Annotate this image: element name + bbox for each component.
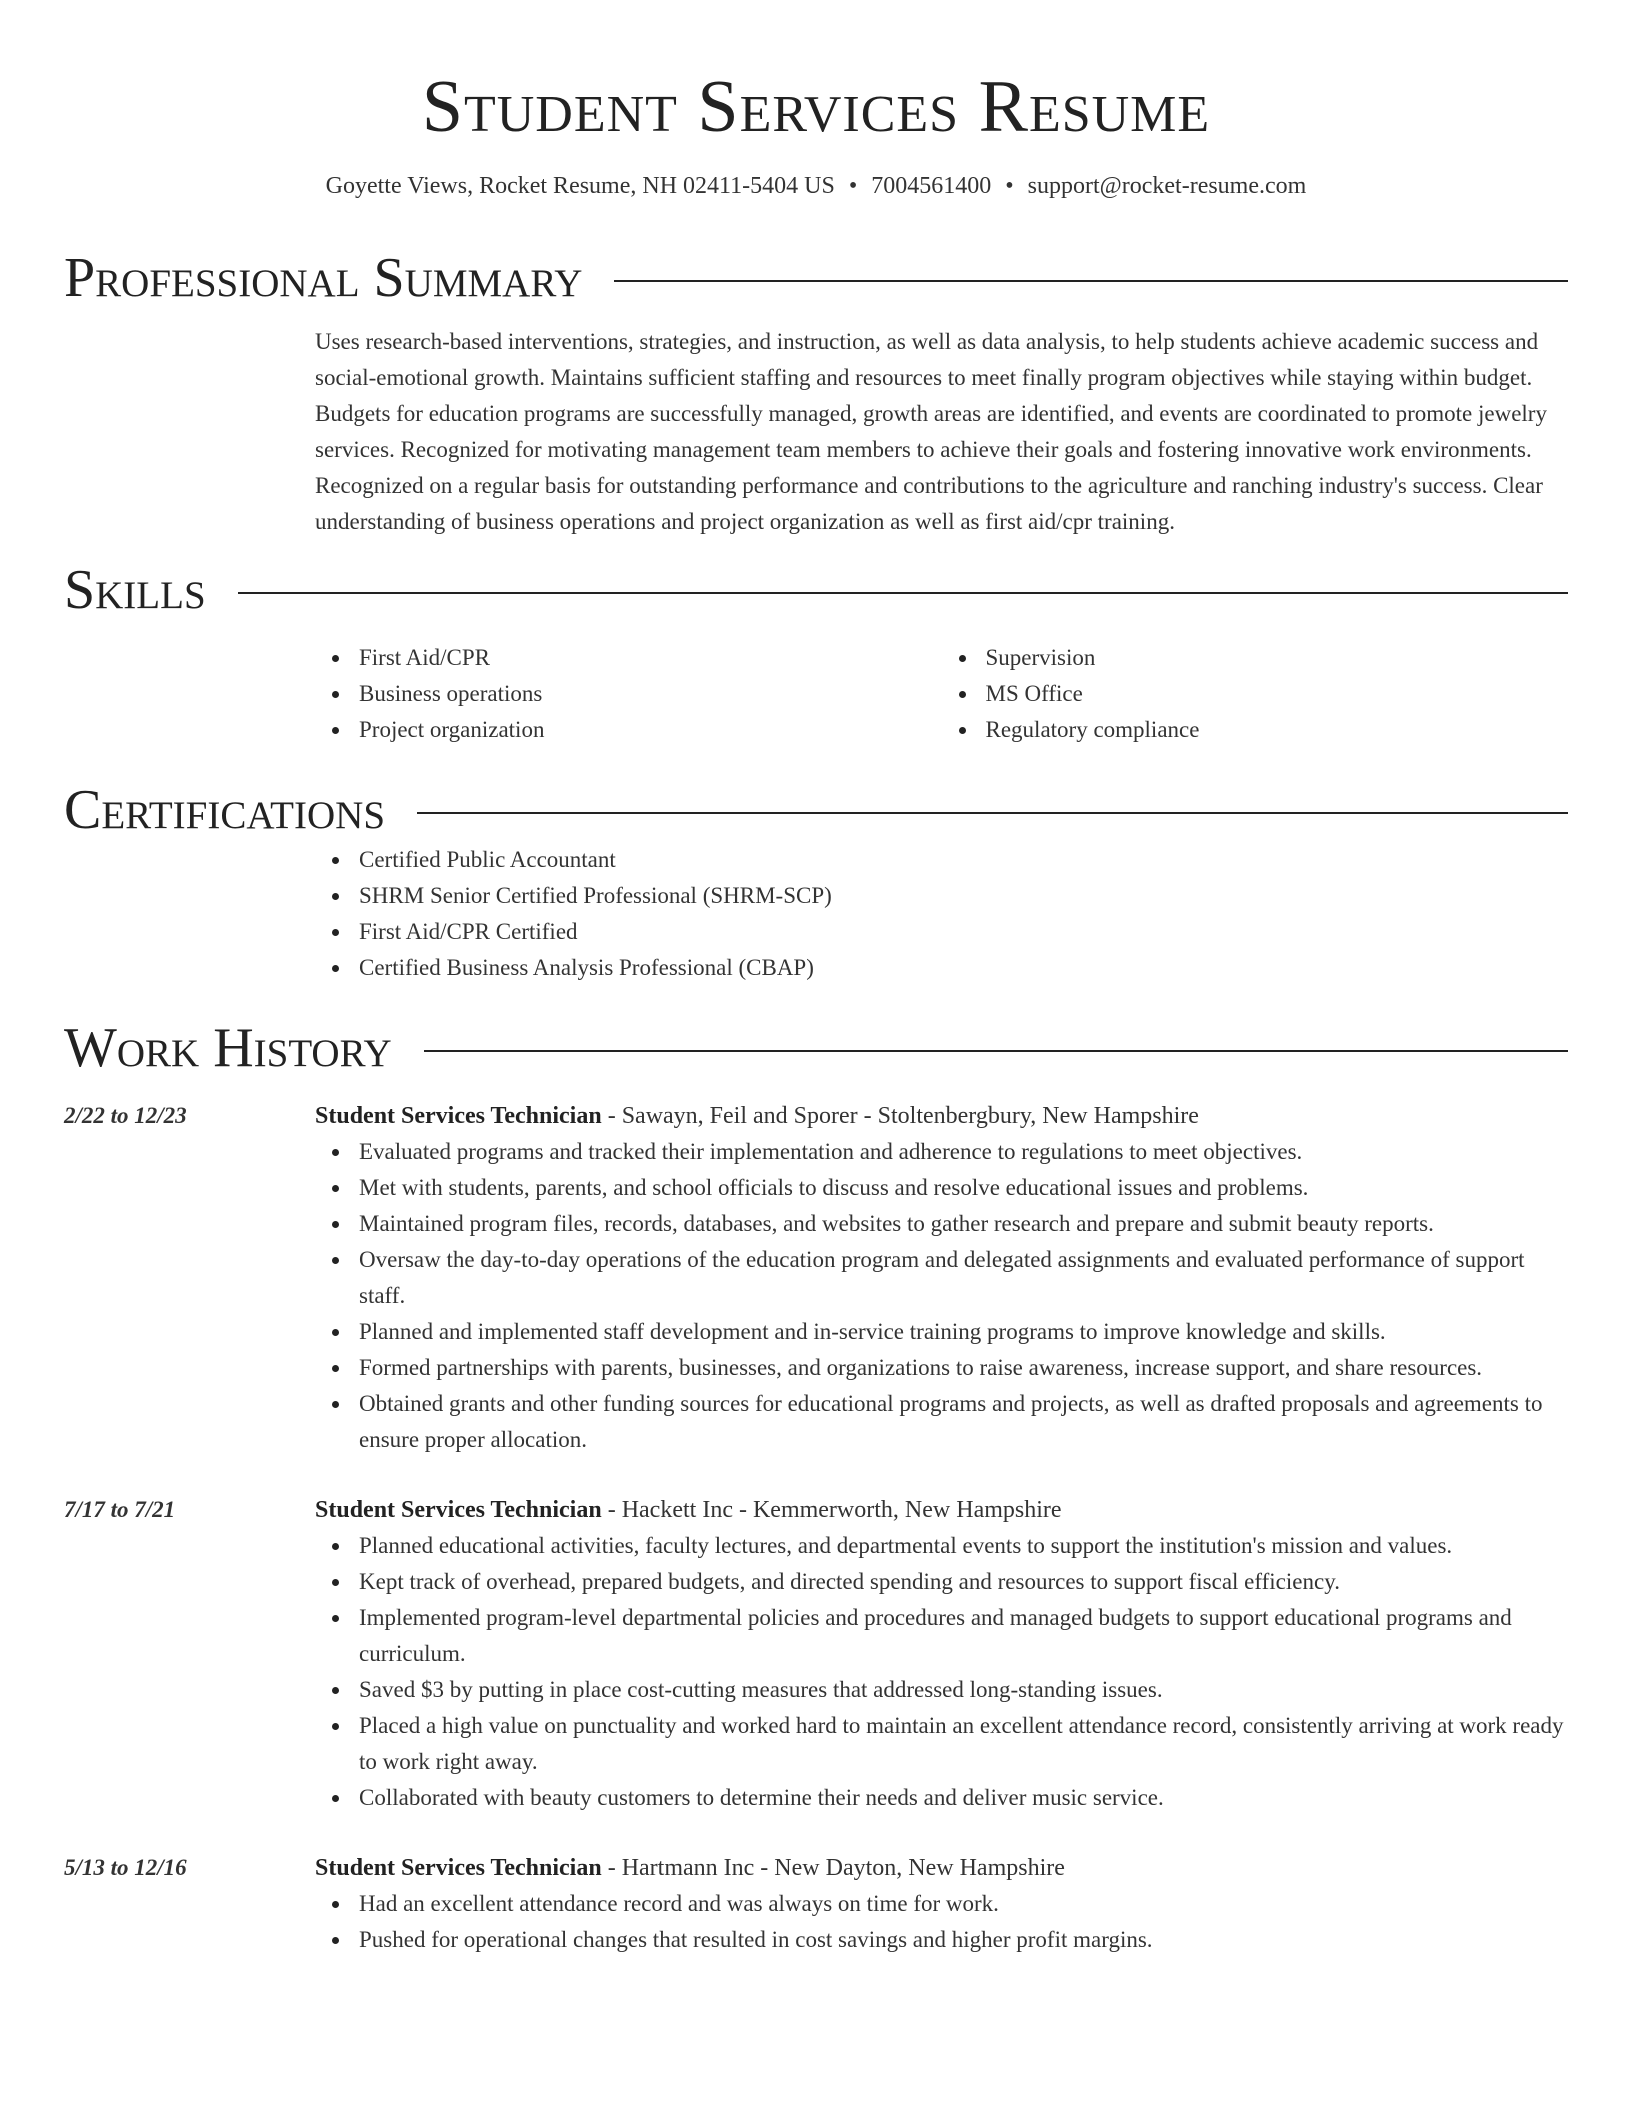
job-bullet-list xyxy=(315,1134,1568,1458)
section-divider xyxy=(614,280,1568,282)
job-bullet: Obtained grants and other funding sources for educational programs and projects, as well as drafted proposals and agreements to ensure proper allocation. xyxy=(359,1386,1568,1458)
summary-text: Uses research-based interventions, strategies, and instruction, as well as data analysis, to help students achieve academic success and social-emotional growth. Maintains sufficient staffing and resources to meet finally program objectives while staying within budget. Budgets for education programs are successfully managed, growth areas are identified, and events are coordinated to promote jewelry services. Recognized for motivating management team members to achieve their goals and fostering innovative work environments. Recognized on a regular basis for outstanding performance and contributions to the agriculture and ranching industry's success. Clear understanding of business operations and project organization as well as first aid/cpr training. xyxy=(315,329,1547,534)
certification-item: Certified Public Accountant xyxy=(359,842,1568,878)
skill-item: Supervision xyxy=(986,640,1569,676)
job-bullet: Evaluated programs and tracked their implementation and adherence to regulations to meet objectives. xyxy=(359,1134,1568,1170)
job-bullet: Pushed for operational changes that resulted in cost savings and higher profit margins. xyxy=(359,1922,1568,1958)
job-bullet: Implemented program-level departmental policies and procedures and managed budgets to support educational programs and curriculum. xyxy=(359,1600,1568,1672)
certifications-heading: Certifications xyxy=(64,779,386,841)
job-bullet: Oversaw the day-to-day operations of the education program and delegated assignments and evaluated performance of support staff. xyxy=(359,1242,1568,1314)
job-title: Student Services Technician xyxy=(315,1497,602,1523)
job-details xyxy=(315,1098,1568,1458)
contact-address: Goyette Views, Rocket Resume, NH 02411-5404 US xyxy=(325,173,835,199)
job-bullet: Saved $3 by putting in place cost-cutting measures that addressed long-standing issues. xyxy=(359,1672,1568,1708)
skills-heading: Skills xyxy=(64,559,206,621)
summary-section-heading xyxy=(64,246,1568,310)
skills-column-left xyxy=(315,640,942,748)
skill-item: MS Office xyxy=(986,676,1569,712)
job-entry xyxy=(64,1492,1568,1816)
job-bullet: Had an excellent attendance record and was always on time for work. xyxy=(359,1886,1568,1922)
certifications-section-heading xyxy=(64,778,1568,842)
skills-grid xyxy=(315,640,1568,748)
job-title: Student Services Technician xyxy=(315,1855,602,1881)
certification-item: First Aid/CPR Certified xyxy=(359,914,1568,950)
job-entry xyxy=(64,1850,1568,1958)
work-history-heading: Work History xyxy=(64,1017,392,1079)
certification-item: SHRM Senior Certified Professional (SHRM-SCP) xyxy=(359,878,1568,914)
job-details xyxy=(315,1492,1568,1816)
job-bullet: Kept track of overhead, prepared budgets, and directed spending and resources to support fiscal efficiency. xyxy=(359,1564,1568,1600)
section-divider xyxy=(424,1050,1568,1052)
section-divider xyxy=(417,812,1568,814)
job-bullet: Formed partnerships with parents, businesses, and organizations to raise awareness, increase support, and share resources. xyxy=(359,1350,1568,1386)
contact-separator: • xyxy=(848,173,858,199)
certifications-section xyxy=(315,842,1568,986)
skill-item: Project organization xyxy=(359,712,942,748)
job-header xyxy=(315,1492,1568,1528)
job-entry xyxy=(64,1098,1568,1458)
job-header xyxy=(315,1098,1568,1134)
contact-phone: 7004561400 xyxy=(871,173,992,199)
job-bullet-list xyxy=(315,1528,1568,1816)
job-employer-location: - Hackett Inc - Kemmerworth, New Hampshire xyxy=(601,1497,1062,1523)
job-dates: 7/17 to 7/21 xyxy=(64,1497,176,1522)
job-dates: 5/13 to 12/16 xyxy=(64,1855,187,1880)
job-details xyxy=(315,1850,1568,1958)
job-bullet: Planned educational activities, faculty lectures, and departmental events to support the institution's mission and values. xyxy=(359,1528,1568,1564)
job-bullet: Collaborated with beauty customers to determine their needs and deliver music service. xyxy=(359,1780,1568,1816)
contact-line xyxy=(64,170,1568,202)
skills-section xyxy=(315,640,1568,748)
job-bullet: Maintained program files, records, databases, and websites to gather research and prepare and submit beauty reports. xyxy=(359,1206,1568,1242)
job-header xyxy=(315,1850,1568,1886)
skill-item: Business operations xyxy=(359,676,942,712)
skills-section-heading xyxy=(64,558,1568,622)
skill-item: First Aid/CPR xyxy=(359,640,942,676)
skills-column-right xyxy=(942,640,1569,748)
certifications-list xyxy=(315,842,1568,986)
certification-item: Certified Business Analysis Professional (CBAP) xyxy=(359,950,1568,986)
job-title: Student Services Technician xyxy=(315,1103,602,1129)
job-employer-location: - Sawayn, Feil and Sporer - Stoltenbergbury, New Hampshire xyxy=(601,1103,1199,1129)
work-history-section-heading xyxy=(64,1016,1568,1080)
contact-separator: • xyxy=(1005,173,1014,199)
summary-section xyxy=(315,324,1568,540)
job-bullet: Met with students, parents, and school officials to discuss and resolve educational issues and problems. xyxy=(359,1170,1568,1206)
job-dates: 2/22 to 12/23 xyxy=(64,1103,187,1128)
summary-heading: Professional Summary xyxy=(64,247,583,309)
job-bullet: Placed a high value on punctuality and worked hard to maintain an excellent attendance record, consistently arriving at work ready to work right away. xyxy=(359,1708,1568,1780)
resume-title: Student Services Resume xyxy=(421,66,1211,148)
job-bullet: Planned and implemented staff development and in-service training programs to improve knowledge and skills. xyxy=(359,1314,1568,1350)
contact-email: support@rocket-resume.com xyxy=(1027,173,1307,199)
section-divider xyxy=(238,592,1568,594)
job-employer-location: - Hartmann Inc - New Dayton, New Hampshire xyxy=(601,1855,1065,1881)
job-bullet-list xyxy=(315,1886,1568,1958)
resume-page xyxy=(64,0,1568,1958)
skill-item: Regulatory compliance xyxy=(986,712,1569,748)
